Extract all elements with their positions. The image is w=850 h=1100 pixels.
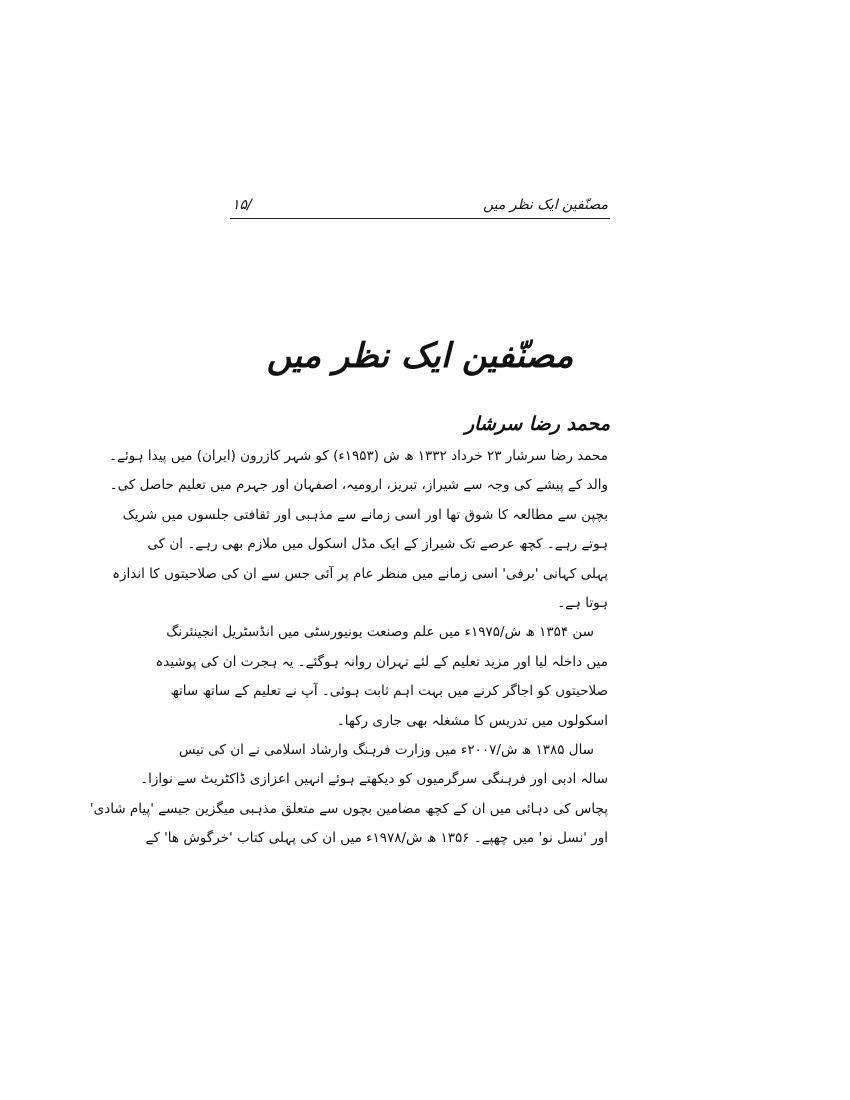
chapter-title: مصنّفین ایک نظر میں [266, 336, 574, 376]
header-divider [230, 218, 610, 219]
text-line: پچاس کی دہائی میں ان کے کچھ مضامین بچوں سے متعلق مذہبی میگزین جیسے 'پیام شادی' [89, 800, 608, 817]
text-line: اسکولوں میں تدریس کا مشغلہ بھی جاری رکھا۔ [336, 712, 608, 729]
body-text [89, 442, 608, 853]
text-line: سال ۱۳۸۵ ھ ش/۲۰۰۷ء میں وزارت فرہنگ وارشاد اسلامی نے ان کی تیس [178, 741, 594, 758]
text-line: والد کے پیشے کی وجہ سے شیراز، تبریز، ارومیہ، اصفہان اور جہرم میں تعلیم حاصل کی۔ [109, 477, 608, 494]
author-heading: محمد رضا سرشار [464, 413, 610, 435]
text-line: ہوتا ہے۔ [557, 594, 608, 611]
text-line: بچپن سے مطالعہ کا شوق تھا اور اسی زمانے سے مذہبی اور ثقافتی جلسوں میں شریک [122, 506, 608, 523]
text-line: صلاحیتوں کو اجاگر کرنے میں بہت اہم ثابت ہوئی۔ آپ نے تعلیم کے ساتھ ساتھ [170, 683, 608, 700]
paragraph-3 [89, 736, 608, 854]
page-number: ۱۵/ [232, 197, 252, 213]
text-line: سالہ ادبی اور فرہنگی سرگرمیوں کو دیکھتے ہوئے انہیں اعزازی ڈاکٹریٹ سے نوازا۔ [140, 771, 608, 788]
paragraph-2 [155, 618, 608, 736]
text-line: اور 'نسل نو' میں چھپے۔ ۱۳۵۶ ھ ش/۱۹۷۸ء میں ان کی پہلی کتاب 'خرگوش ها' کے [145, 830, 608, 847]
running-header-title: مصنّفین ایک نظر میں [483, 197, 608, 213]
text-line: ہوتے رہے۔ کچھ عرصے تک شیراز کے ایک مڈل اسکول میں ملازم بھی رہے۔ ان کی [147, 536, 608, 553]
text-line: محمد رضا سرشار ۲۳ خرداد ۱۳۳۲ ھ ش (۱۹۵۳ء) کو شہر کازرون (ایران) میں پیدا ہوئے۔ [109, 448, 608, 464]
text-line: پہلی کہانی 'برفی' اسی زمانے میں منظر عام پر آئی جس سے ان کی صلاحیتوں کا اندازہ [112, 565, 608, 582]
running-header [230, 193, 610, 217]
paragraph-1 [109, 442, 608, 618]
text-line: سن ۱۳۵۴ ھ ش/۱۹۷۵ء میں علم وصنعت یونیورسٹی میں انڈسٹریل انجینئرنگ [166, 624, 594, 641]
text-line: میں داخلہ لیا اور مزید تعلیم کے لئے تہران روانہ ہوگئے۔ یہ ہجرت ان کی پوشیدہ [155, 653, 608, 670]
